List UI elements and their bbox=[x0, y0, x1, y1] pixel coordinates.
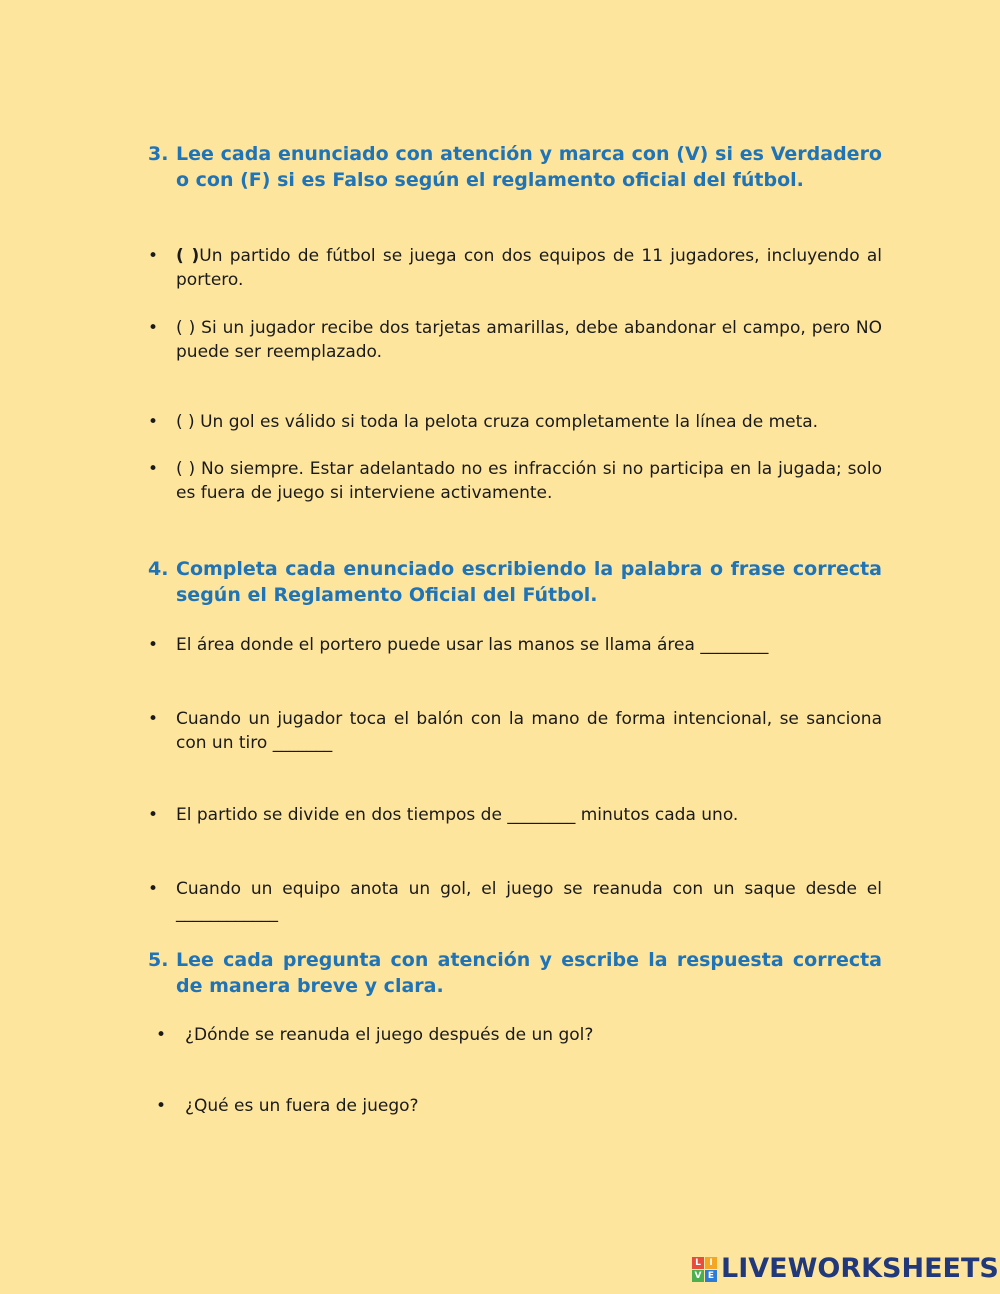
bullet: • bbox=[156, 1025, 167, 1045]
fill-blank-text[interactable]: El partido se divide en dos tiempos de ________ minutos cada uno. bbox=[176, 805, 739, 825]
bullet: • bbox=[156, 1096, 167, 1116]
question-item-1 bbox=[148, 1023, 882, 1047]
question-item-2 bbox=[148, 1094, 882, 1118]
fill-blank-text[interactable]: Cuando un equipo anota un gol, el juego se reanuda con un saque desde el ____________ bbox=[176, 879, 882, 923]
section-3-heading bbox=[148, 141, 882, 193]
statement-text: No siempre. Estar adelantado no es infracción si no participa en la jugada; solo es fuera de juego si interviene activamente. bbox=[176, 459, 882, 503]
fill-blank-item-2 bbox=[148, 707, 882, 755]
logo-blocks-icon bbox=[692, 1257, 717, 1282]
logo-block-l: L bbox=[692, 1257, 704, 1269]
question-text: ¿Dónde se reanuda el juego después de un gol? bbox=[185, 1025, 594, 1045]
question-text: ¿Qué es un fuera de juego? bbox=[185, 1096, 419, 1116]
true-false-item-4 bbox=[148, 457, 882, 505]
bullet: • bbox=[148, 318, 159, 338]
bullet: • bbox=[148, 459, 159, 479]
fill-blank-item-3 bbox=[148, 803, 882, 827]
section-number: 3. bbox=[148, 143, 169, 165]
bullet: • bbox=[148, 412, 159, 432]
logo-block-i: I bbox=[705, 1257, 717, 1269]
fill-blank-item-1 bbox=[148, 633, 882, 657]
fill-blank-text[interactable]: Cuando un jugador toca el balón con la mano de forma intencional, se sanciona con un tiro _______ bbox=[176, 709, 882, 753]
fill-blank-item-4 bbox=[148, 877, 882, 925]
true-false-item-3 bbox=[148, 410, 882, 434]
answer-blank[interactable]: ( ) bbox=[176, 246, 200, 266]
true-false-item-1 bbox=[148, 244, 882, 292]
statement-text: Un gol es válido si toda la pelota cruza completamente la línea de meta. bbox=[194, 412, 819, 432]
answer-blank[interactable]: ( ) bbox=[176, 459, 196, 479]
answer-blank[interactable]: ( ) bbox=[176, 318, 196, 338]
bullet: • bbox=[148, 246, 159, 266]
logo-block-e: E bbox=[705, 1270, 717, 1282]
bullet: • bbox=[148, 879, 159, 899]
section-number: 5. bbox=[148, 949, 169, 971]
section-5-heading bbox=[148, 947, 882, 999]
bullet: • bbox=[148, 709, 159, 729]
statement-text: Un partido de fútbol se juega con dos equipos de 11 jugadores, incluyendo al portero. bbox=[176, 246, 882, 290]
fill-blank-text[interactable]: El área donde el portero puede usar las manos se llama área ________ bbox=[176, 635, 769, 655]
section-heading-text: Lee cada pregunta con atención y escribe la respuesta correcta de manera breve y clara. bbox=[176, 949, 882, 997]
bullet: • bbox=[148, 635, 159, 655]
logo-block-v: V bbox=[692, 1270, 704, 1282]
section-heading-text: Lee cada enunciado con atención y marca con (V) si es Verdadero o con (F) si es Falso según el reglamento oficial del fútbol. bbox=[176, 143, 882, 191]
statement-text: Si un jugador recibe dos tarjetas amarillas, debe abandonar el campo, pero NO puede ser reemplazado. bbox=[176, 318, 883, 362]
bullet: • bbox=[148, 805, 159, 825]
section-number: 4. bbox=[148, 558, 169, 580]
logo-text: LIVEWORKSHEETS bbox=[721, 1253, 999, 1284]
liveworksheets-logo bbox=[692, 1254, 999, 1284]
section-4-heading bbox=[148, 556, 882, 608]
section-heading-text: Completa cada enunciado escribiendo la palabra o frase correcta según el Reglamento Oficial del Fútbol. bbox=[176, 558, 882, 606]
answer-blank[interactable]: ( ) bbox=[176, 412, 195, 432]
true-false-item-2 bbox=[148, 316, 882, 364]
